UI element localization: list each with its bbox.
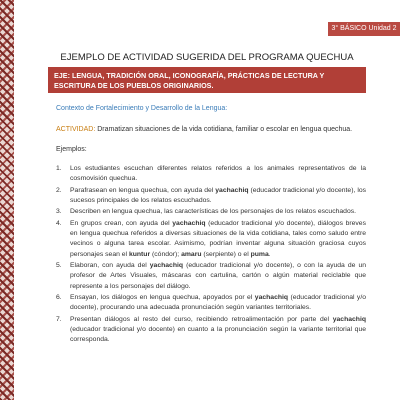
list-item bbox=[56, 186, 366, 207]
list-item-text bbox=[70, 293, 366, 314]
list-item-text bbox=[70, 219, 366, 260]
bold-term: yachachiq bbox=[149, 261, 184, 269]
eje-banner: EJE: LENGUA, TRADICIÓN ORAL, ICONOGRAFÍA, PRÁCTICAS DE LECTURA Y ESCRITURA DE LOS PUEBLOS ORIGINARIOS. bbox=[48, 67, 366, 93]
list-item-number: 7. bbox=[56, 315, 62, 323]
text-run: (educador tradicional y/o docente) en cuanto a la pronunciación según la variante territorial que corresponda. bbox=[70, 325, 366, 344]
examples-list bbox=[56, 164, 366, 347]
activity-text: Dramatizan situaciones de la vida cotidiana, familiar o escolar en lengua quechua. bbox=[95, 126, 353, 133]
text-run: (educador tradicional y/o docente), los sucesos principales de los relatos escuchados. bbox=[70, 186, 367, 204]
list-item-text bbox=[70, 207, 366, 217]
activity-line bbox=[56, 126, 352, 133]
list-item bbox=[56, 315, 366, 346]
bold-term: yachachiq bbox=[172, 219, 206, 227]
text-run: En grupos crean, con ayuda del bbox=[70, 219, 173, 227]
text-run: . bbox=[268, 250, 271, 258]
text-run: (educador tradicional y/o docente), o con la ayuda de un profesor de Artes Visuales, máscaras con cartulina, cartón o algún material reciclable que represente a los personajes del diálogo. bbox=[70, 261, 367, 290]
bold-term: yachachiq bbox=[215, 186, 249, 194]
text-run: Elaboran, con ayuda del bbox=[70, 261, 150, 269]
list-item bbox=[56, 207, 366, 217]
activity-label: ACTIVIDAD: bbox=[56, 126, 96, 133]
list-item bbox=[56, 164, 366, 185]
context-heading: Contexto de Fortalecimiento y Desarrollo de la Lengua: bbox=[56, 105, 228, 112]
grade-unit-badge: 3° BÁSICO Unidad 2 bbox=[328, 22, 400, 36]
list-item-text bbox=[70, 164, 366, 185]
list-item-number: 4. bbox=[56, 219, 62, 227]
list-item-text bbox=[70, 261, 366, 292]
list-item-text bbox=[70, 315, 366, 346]
list-item-number: 2. bbox=[56, 186, 62, 194]
bold-term: yachachiq bbox=[254, 293, 289, 301]
list-item bbox=[56, 219, 366, 260]
list-item-number: 1. bbox=[56, 165, 62, 172]
text-run: (serpiente) o el bbox=[201, 250, 251, 258]
bold-term: yachachiq bbox=[332, 315, 366, 323]
list-item bbox=[56, 261, 366, 292]
text-run: Los estudiantes escuchan diferentes relatos referidos a los animales representativos de la cosmovisión quechua. bbox=[70, 165, 366, 183]
decorative-border bbox=[0, 0, 14, 400]
list-item-number: 3. bbox=[56, 208, 62, 216]
text-run: Ensayan, los diálogos en lengua quechua, apoyados por el bbox=[70, 293, 255, 301]
text-run: Describen en lengua quechua, las características de los personajes de los relatos escuchados. bbox=[70, 208, 357, 216]
examples-label: Ejemplos: bbox=[56, 146, 87, 153]
bold-term: puma bbox=[250, 250, 269, 258]
list-item-number: 6. bbox=[56, 293, 62, 301]
text-run: (cóndor); bbox=[150, 250, 182, 258]
text-run: (educador tradicional y/o docente), procurando una adecuada pronunciación según variantes territoriales. bbox=[70, 293, 367, 312]
list-item-text bbox=[70, 186, 366, 207]
page-title: EJEMPLO DE ACTIVIDAD SUGERIDA DEL PROGRAMA QUECHUA bbox=[60, 52, 354, 63]
text-run: Presentan diálogos al resto del curso, recibiendo retroalimentación por parte del bbox=[70, 315, 333, 323]
text-run: Parafrasean en lengua quechua, con ayuda del bbox=[70, 186, 216, 194]
bold-term: kuntur bbox=[128, 250, 151, 258]
bold-term: amaru bbox=[181, 250, 202, 258]
list-item bbox=[56, 293, 366, 314]
list-item-number: 5. bbox=[56, 261, 62, 269]
text-run: (educador tradicional y/o docente), diálogos breves en lengua quechua referidos a diversas situaciones de la vida cotidiana, tales como saludo entre vecinos o alguna tarea escolar. Asimismo, podrían inventar alguna situación graciosa cuyos personajes sean el bbox=[70, 219, 366, 258]
